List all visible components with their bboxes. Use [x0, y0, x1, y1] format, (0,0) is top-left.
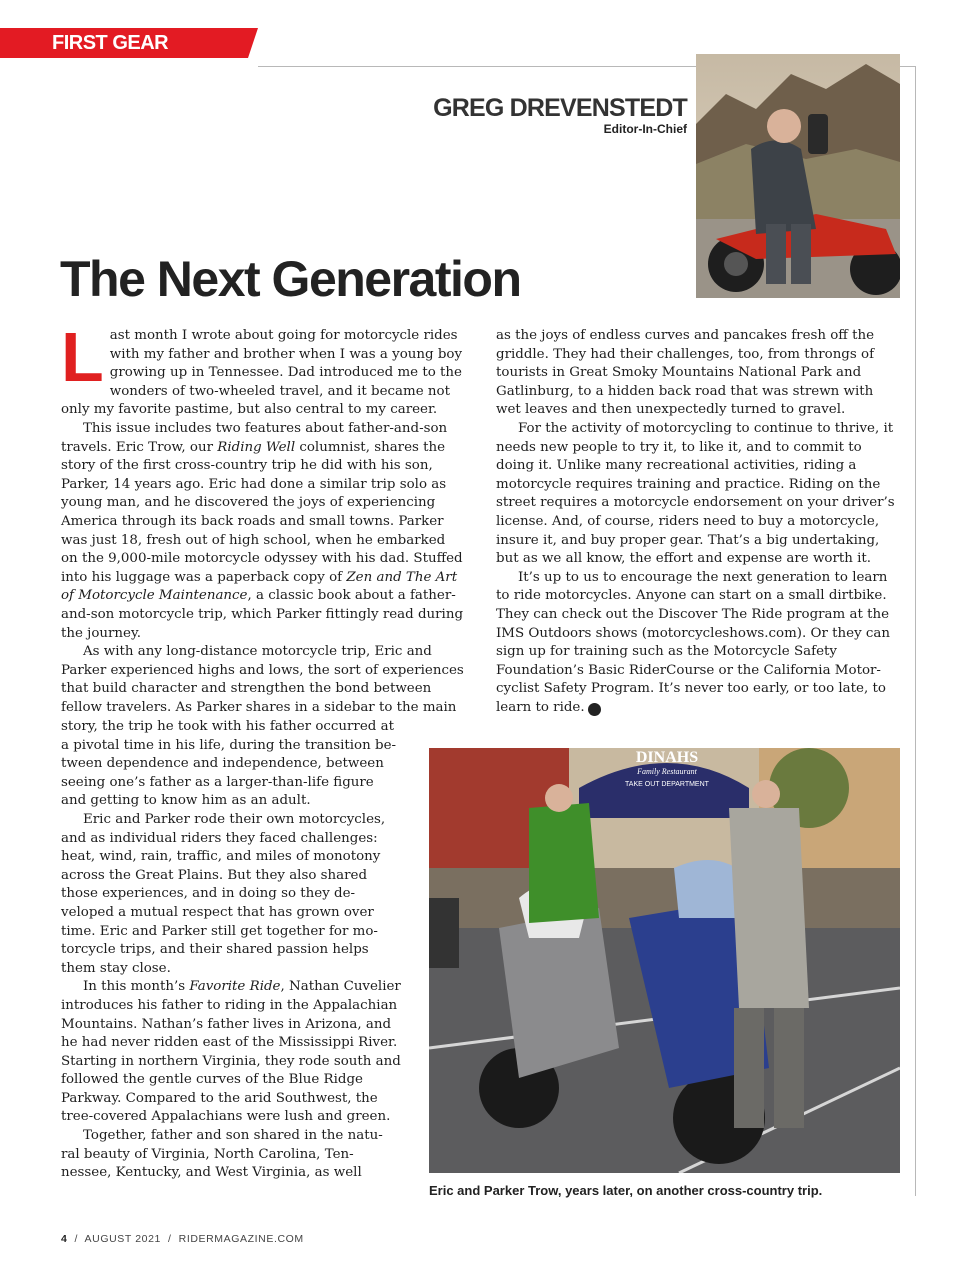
sign-subtitle: Family Restaurant [637, 767, 697, 776]
paragraph-1-text: ast month I wrote about going for motorcycle rides with my father and brother when I was a young boy growing up in Tennessee. Dad introduced me to the wonders of two-wheeled travel, and it became not only my favorite pastime, but also central to my career. [61, 328, 463, 418]
sign-name: DINAHS [635, 749, 699, 766]
p2-text-b: columnist, shares the story of the first cross-country trip he did with his son, Parker, 14 years ago. Eric had done a similar trip solo as young man, and he discovered the joys of experiencing America through its back roads and small towns. Parker was just 18, fresh out of high school, when he embarked on the 9,000-mile motorcycle odyssey with his dad. Stuffed into his luggage was a paperback copy of [61, 439, 463, 585]
paragraph-2 [61, 420, 466, 643]
page-footer [61, 1233, 304, 1245]
footer-issue-date: AUGUST 2021 [84, 1233, 161, 1245]
sign-takeout: TAKE OUT DEPARTMENT [625, 781, 709, 788]
paragraph-4: Eric and Parker rode their own motorcycles, and as individual riders they faced challenges: heat, wind, rain, traffic, and miles of monotony across the Great Plains. But they also shared those experiences, and in doing so they de-veloped a mutual respect that has grown over time. Eric and Parker still get together for mo-torcycle trips, and their shared passion helps them stay close. [61, 811, 386, 976]
p2-italic-column-name: Riding Well [217, 439, 296, 455]
paragraph-8-text: It’s up to us to encourage the next generation to learn to ride motorcycles. Anyone can start on a small dirtbike. They can check out the Discover The Ride program at the IMS Outdoors shows (motorcycleshows.com). Or they can sign up for training such as the Motorcycle Safety Foundation’s Basic RiderCourse or the California Motor-cyclist Safety Program. It’s never too early, or too late, to learn to ride. [496, 569, 891, 715]
author-name: GREG DREVENSTEDT [433, 94, 687, 122]
p5-text-a: In this month’s [83, 979, 190, 995]
author-portrait-photo [696, 54, 900, 298]
author-role: Editor-In-Chief [603, 122, 687, 136]
paragraph-8 [496, 569, 900, 718]
footer-separator-1: / [74, 1233, 79, 1245]
p5-italic-section-name: Favorite Ride [189, 979, 281, 995]
paragraph-6-continued: as the joys of endless curves and pancakes fresh off the griddle. They had their challenges, too, from throngs of tourists in Great Smoky Mountains National Park and Gatlinburg, to a hidden back road that was strewn with wet leaves and then unexpectedly turned to gravel. [496, 328, 875, 418]
footer-website: RIDERMAGAZINE.COM [178, 1233, 304, 1245]
paragraph-1 [61, 318, 466, 420]
section-banner [0, 28, 258, 58]
p5-text-b: , Nathan Cuvelier introduces his father to riding in the Appalachian Mountains. Nathan’s father lives in Arizona, and he had never ridden east of the Mississippi River. Starting in northern Virginia, they rode south and followed the gentle curves of the Blue Ridge Parkway. Compared to the arid Southwest, the tree-covered Appalachians were lush and green. [61, 979, 401, 1125]
paragraph-3-wide: As with any long-distance motorcycle trip, Eric and Parker experienced highs and lows, the sort of experiences that build character and strengthen the bond between fellow travelers. As Parker shares in a sidebar to the main [61, 644, 464, 715]
p2-text-a: This issue includes two features about father-and-son travels. Eric Trow, our [61, 420, 448, 455]
paragraph-6: Together, father and son shared in the natu-ral beauty of Virginia, North Carolina, Ten-nessee, Kentucky, and West Virginia, as well [61, 1128, 383, 1181]
paragraph-3-continued: story, the trip he took with his father occurred at a pivotal time in his life, during the transition be-tween dependence and independence, between seeing one’s father as a larger-than-life figure and getting to know him as an adult. [61, 719, 397, 809]
article-column-left [61, 318, 466, 717]
right-rule [915, 66, 916, 1196]
paragraph-5 [61, 978, 401, 1127]
end-mark-icon: R [588, 703, 601, 716]
article-column-right [496, 327, 900, 717]
footer-separator-2: / [168, 1233, 172, 1245]
riders-photo [429, 748, 900, 1173]
article-column-left-narrow [61, 718, 401, 1183]
section-label: FIRST GEAR [52, 32, 169, 54]
photo-caption: Eric and Parker Trow, years later, on another cross-country trip. [429, 1183, 823, 1198]
paragraph-7: For the activity of motorcycling to continue to thrive, it needs new people to try it, to like it, and to commit to doing it. Unlike many recreational activities, riding a motorcycle requires training and practice. Riding on the street requires a motorcycle endorsement on your driver’s license. And, of course, riders need to buy a motorcycle, insure it, and buy proper gear. That’s a big undertaking, but as we all know, the effort and expense are worth it. [496, 420, 895, 567]
page-number: 4 [61, 1233, 68, 1245]
p2-italic-book-title: Zen and The Art of Motorcycle Maintenance [61, 569, 458, 604]
p2-text-c: , a classic book about a father-and-son motorcycle trip, which Parker fittingly read during the journey. [61, 588, 464, 641]
drop-cap: L [61, 318, 104, 396]
headline: The Next Generation [60, 251, 521, 307]
